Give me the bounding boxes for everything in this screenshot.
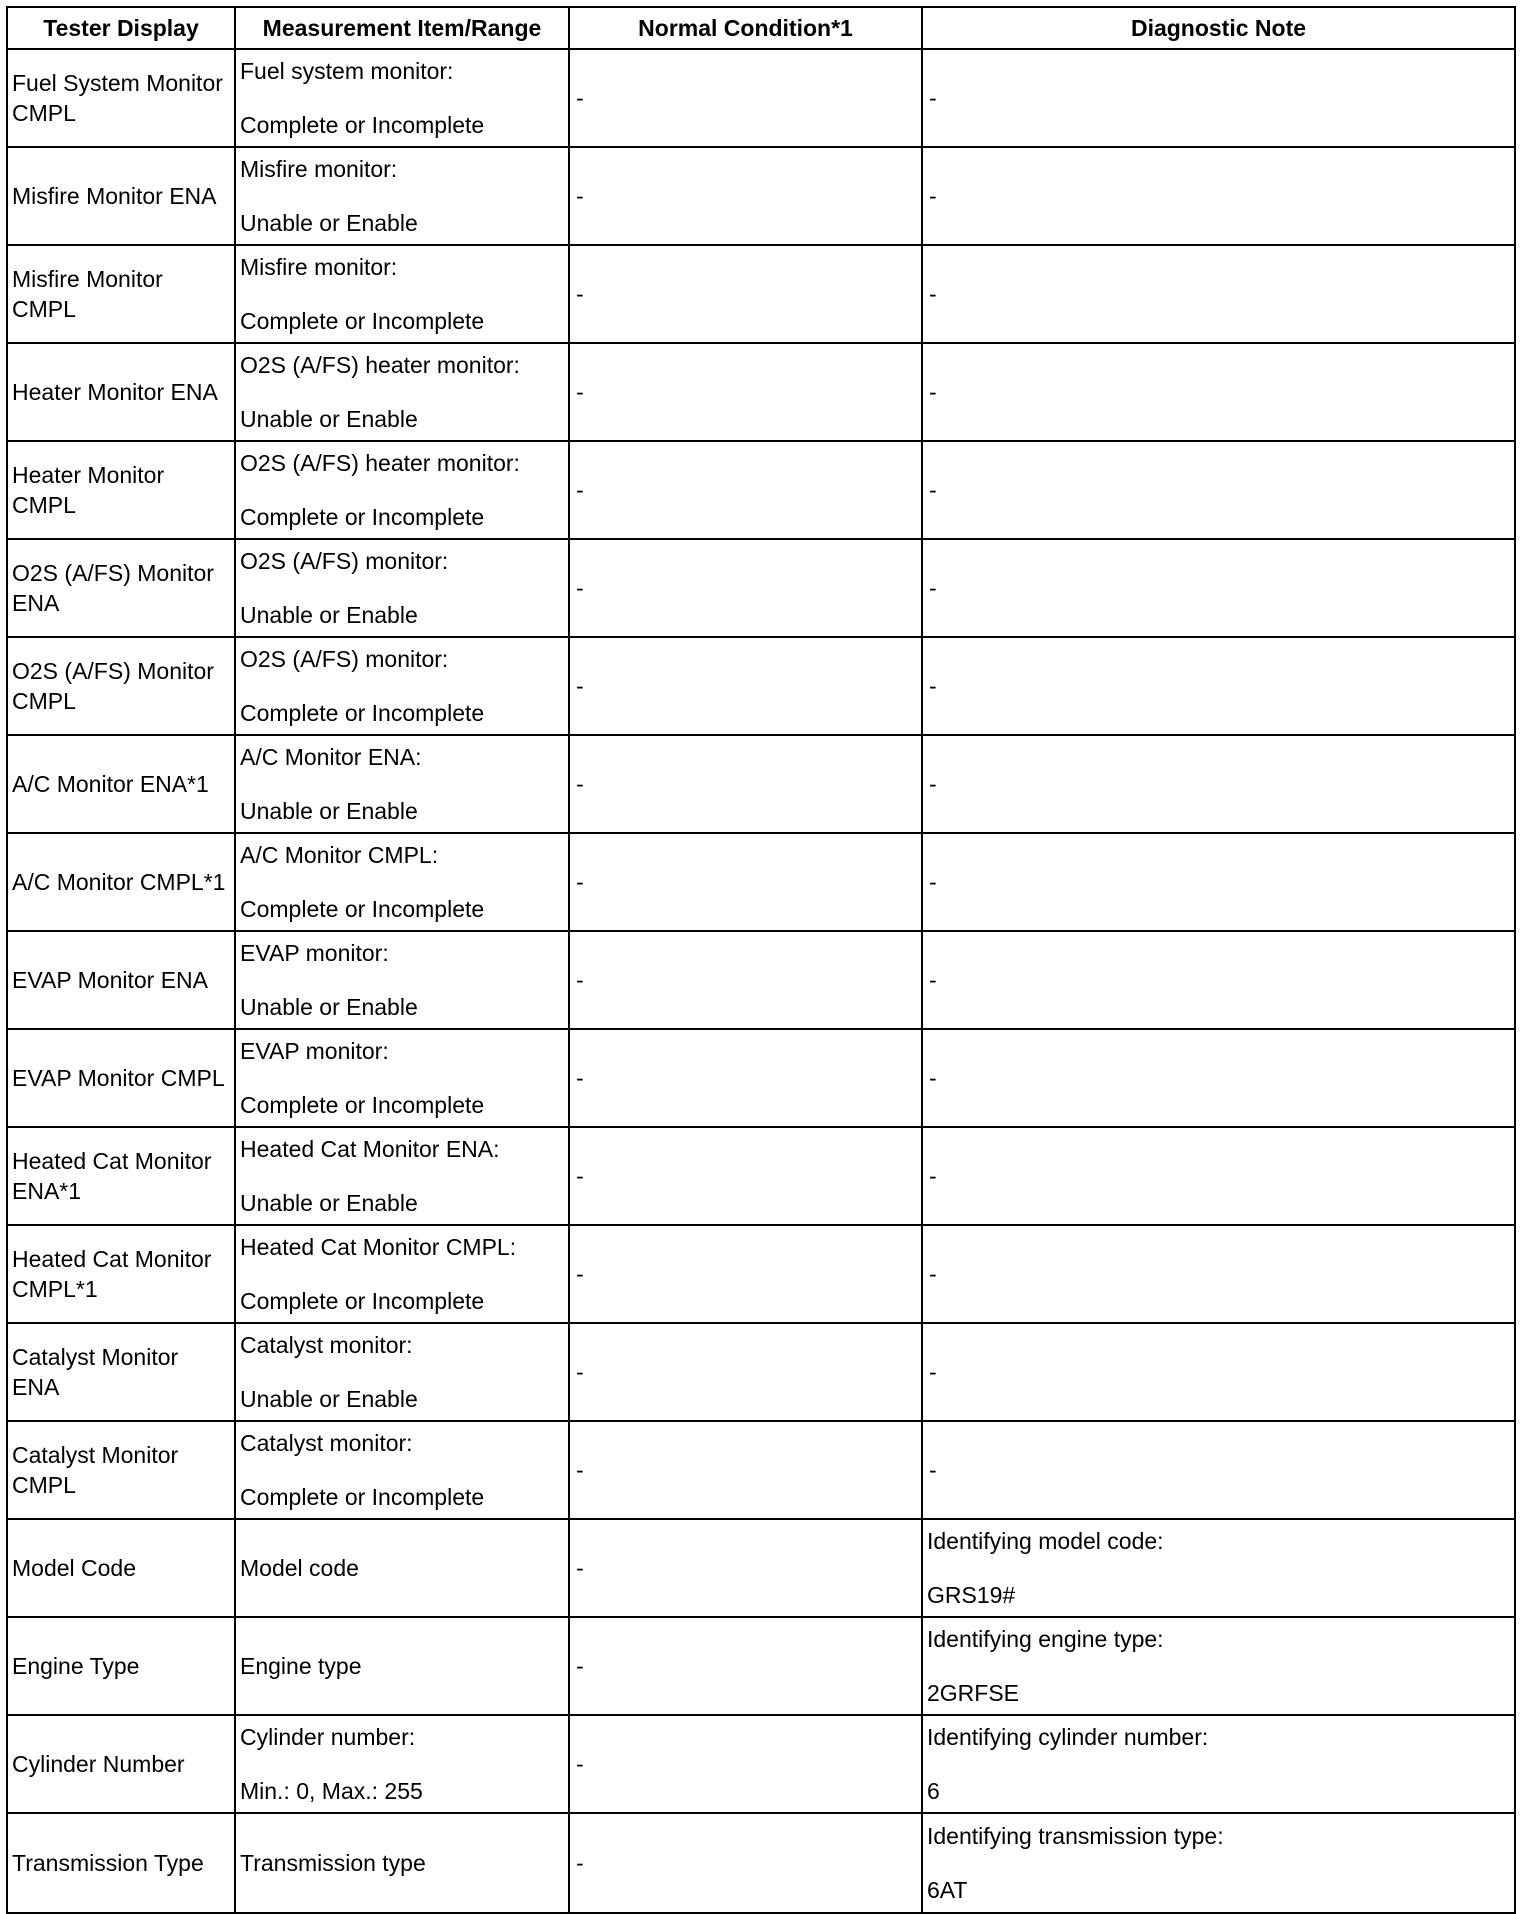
normal-condition-cell (569, 637, 922, 735)
measurement-item-cell (235, 245, 569, 343)
tester-display-cell (7, 1813, 235, 1913)
measurement-item-cell (235, 1715, 569, 1813)
measurement-item-text: Heated Cat Monitor ENA: (240, 1136, 500, 1162)
normal-condition-text: - (576, 1261, 584, 1287)
diagnostic-note-text: - (929, 771, 937, 797)
measurement-item-text: Catalyst monitor: (240, 1332, 413, 1358)
measurement-item-text: O2S (A/FS) monitor: (240, 548, 449, 574)
measurement-item-cell (235, 441, 569, 539)
diagnostic-note-text: - (929, 575, 937, 601)
measurement-range-text: Unable or Enable (240, 798, 418, 824)
diagnostic-note-text: - (929, 967, 937, 993)
measurement-item-text: Fuel system monitor: (240, 58, 454, 84)
table-row (7, 1421, 1515, 1519)
measurement-item-text: Catalyst monitor: (240, 1430, 413, 1456)
measurement-range-text: Complete or Incomplete (240, 896, 485, 922)
measurement-item-cell (235, 931, 569, 1029)
measurement-item-text: Engine type (240, 1653, 362, 1679)
diagnostic-note-text: - (929, 869, 937, 895)
diagnostic-note-cell (922, 931, 1515, 1029)
normal-condition-cell (569, 49, 922, 147)
diagnostic-note-cell (922, 147, 1515, 245)
diagnostic-note-text: - (929, 85, 937, 111)
normal-condition-text: - (576, 1065, 584, 1091)
measurement-item-text: Misfire monitor: (240, 254, 398, 280)
measurement-item-cell (235, 49, 569, 147)
tester-display-cell (7, 343, 235, 441)
measurement-item-cell (235, 147, 569, 245)
table-row (7, 1225, 1515, 1323)
measurement-item-cell (235, 833, 569, 931)
table-row (7, 441, 1515, 539)
diagnostic-note-text: - (929, 281, 937, 307)
tester-display-text: Model Code (12, 1555, 137, 1581)
tester-display-cell (7, 1225, 235, 1323)
diagnostic-note-text: - (929, 379, 937, 405)
normal-condition-cell (569, 441, 922, 539)
table-row (7, 833, 1515, 931)
diagnostic-note-cell (922, 833, 1515, 931)
normal-condition-cell (569, 343, 922, 441)
tester-display-cell (7, 1127, 235, 1225)
measurement-item-text: Misfire monitor: (240, 156, 398, 182)
normal-condition-cell (569, 1323, 922, 1421)
header-tester-display: Tester Display (7, 7, 235, 49)
normal-condition-text: - (576, 869, 584, 895)
tester-display-cell (7, 1715, 235, 1813)
diagnostic-note-cell (922, 735, 1515, 833)
diagnostic-note-cell (922, 441, 1515, 539)
measurement-item-text: Transmission type (240, 1850, 426, 1876)
tester-display-cell (7, 735, 235, 833)
measurement-item-cell (235, 539, 569, 637)
normal-condition-cell (569, 1421, 922, 1519)
measurement-range-text: Unable or Enable (240, 1386, 418, 1412)
diagnostic-note-value: 6 (927, 1778, 940, 1804)
normal-condition-text: - (576, 575, 584, 601)
table-row (7, 343, 1515, 441)
tester-display-cell (7, 1029, 235, 1127)
diagnostic-note-text: Identifying engine type: (927, 1626, 1164, 1652)
table-row (7, 1617, 1515, 1715)
table-row (7, 1715, 1515, 1813)
diagnostic-note-cell (922, 637, 1515, 735)
measurement-item-cell (235, 1519, 569, 1617)
diagnostic-note-cell (922, 539, 1515, 637)
measurement-item-cell (235, 1323, 569, 1421)
diagnostic-note-value: 6AT (927, 1877, 968, 1903)
tester-display-text: Cylinder Number (12, 1751, 185, 1777)
measurement-item-cell (235, 1617, 569, 1715)
normal-condition-cell (569, 931, 922, 1029)
normal-condition-cell (569, 1519, 922, 1617)
diagnostic-note-cell (922, 343, 1515, 441)
tester-display-cell (7, 1323, 235, 1421)
diagnostic-note-cell (922, 1519, 1515, 1617)
measurement-range-text: Complete or Incomplete (240, 1288, 485, 1314)
diagnostic-note-text: Identifying transmission type: (927, 1823, 1224, 1849)
measurement-item-text: Heated Cat Monitor CMPL: (240, 1234, 517, 1260)
tester-display-text: Transmission Type (12, 1850, 204, 1876)
tester-display-text: Misfire Monitor ENA (12, 183, 217, 209)
tester-display-text: Misfire Monitor CMPL (12, 266, 163, 322)
normal-condition-cell (569, 1617, 922, 1715)
measurement-range-text: Unable or Enable (240, 210, 418, 236)
header-measurement-item: Measurement Item/Range (235, 7, 569, 49)
measurement-item-text: O2S (A/FS) heater monitor: (240, 352, 520, 378)
measurement-range-text: Unable or Enable (240, 1190, 418, 1216)
normal-condition-cell (569, 1715, 922, 1813)
normal-condition-cell (569, 1813, 922, 1913)
monitor-data-table (6, 6, 1516, 1914)
tester-display-cell (7, 833, 235, 931)
normal-condition-text: - (576, 1751, 584, 1777)
diagnostic-note-value: 2GRFSE (927, 1680, 1020, 1706)
measurement-item-cell (235, 1029, 569, 1127)
normal-condition-text: - (576, 1359, 584, 1385)
normal-condition-text: - (576, 183, 584, 209)
measurement-item-text: O2S (A/FS) heater monitor: (240, 450, 520, 476)
header-diagnostic-note: Diagnostic Note (922, 7, 1515, 49)
measurement-item-cell (235, 735, 569, 833)
table-row (7, 539, 1515, 637)
tester-display-cell (7, 147, 235, 245)
tester-display-text: Catalyst Monitor CMPL (12, 1442, 179, 1498)
diagnostic-note-cell (922, 1617, 1515, 1715)
diagnostic-note-cell (922, 1127, 1515, 1225)
diagnostic-note-cell (922, 245, 1515, 343)
measurement-item-cell (235, 1421, 569, 1519)
tester-display-text: O2S (A/FS) Monitor CMPL (12, 658, 214, 714)
tester-display-cell (7, 49, 235, 147)
measurement-item-cell (235, 1813, 569, 1913)
measurement-range-text: Unable or Enable (240, 994, 418, 1020)
measurement-item-text: EVAP monitor: (240, 940, 389, 966)
diagnostic-note-cell (922, 1421, 1515, 1519)
table-row (7, 1127, 1515, 1225)
measurement-item-cell (235, 1225, 569, 1323)
tester-display-text: Heated Cat Monitor ENA*1 (12, 1148, 212, 1204)
diagnostic-note-text: - (929, 183, 937, 209)
measurement-range-text: Complete or Incomplete (240, 308, 485, 334)
normal-condition-cell (569, 1127, 922, 1225)
tester-display-cell (7, 539, 235, 637)
normal-condition-text: - (576, 1457, 584, 1483)
tester-display-text: Catalyst Monitor ENA (12, 1344, 179, 1400)
table-row (7, 147, 1515, 245)
normal-condition-text: - (576, 673, 584, 699)
tester-display-text: Heater Monitor CMPL (12, 462, 165, 518)
diagnostic-note-text: - (929, 1359, 937, 1385)
table-row (7, 735, 1515, 833)
normal-condition-text: - (576, 967, 584, 993)
table-header-row (7, 7, 1515, 49)
tester-display-cell (7, 1617, 235, 1715)
diagnostic-note-cell (922, 1029, 1515, 1127)
tester-display-cell (7, 931, 235, 1029)
diagnostic-note-cell (922, 49, 1515, 147)
table-row (7, 637, 1515, 735)
table-body (7, 49, 1515, 1913)
tester-display-cell (7, 1421, 235, 1519)
normal-condition-cell (569, 735, 922, 833)
normal-condition-text: - (576, 1555, 584, 1581)
table-row (7, 1323, 1515, 1421)
normal-condition-text: - (576, 379, 584, 405)
table-row (7, 1519, 1515, 1617)
tester-display-text: A/C Monitor CMPL*1 (12, 869, 226, 895)
table-row (7, 1813, 1515, 1913)
normal-condition-text: - (576, 1653, 584, 1679)
diagnostic-note-text: - (929, 477, 937, 503)
diagnostic-note-cell (922, 1715, 1515, 1813)
normal-condition-cell (569, 1029, 922, 1127)
tester-display-text: Heater Monitor ENA (12, 379, 218, 405)
measurement-item-text: O2S (A/FS) monitor: (240, 646, 449, 672)
diagnostic-note-text: - (929, 1163, 937, 1189)
tester-display-text: Engine Type (12, 1653, 140, 1679)
tester-display-cell (7, 245, 235, 343)
measurement-range-text: Unable or Enable (240, 602, 418, 628)
normal-condition-cell (569, 833, 922, 931)
tester-display-text: EVAP Monitor CMPL (12, 1065, 225, 1091)
measurement-range-text: Complete or Incomplete (240, 504, 485, 530)
tester-display-text: EVAP Monitor ENA (12, 967, 209, 993)
measurement-item-text: Model code (240, 1555, 359, 1581)
tester-display-text: A/C Monitor ENA*1 (12, 771, 209, 797)
normal-condition-text: - (576, 85, 584, 111)
measurement-item-text: A/C Monitor ENA: (240, 744, 422, 770)
normal-condition-text: - (576, 1163, 584, 1189)
diagnostic-note-text: Identifying cylinder number: (927, 1724, 1209, 1750)
measurement-item-text: Cylinder number: (240, 1724, 416, 1750)
measurement-range-text: Complete or Incomplete (240, 700, 485, 726)
measurement-range-text: Unable or Enable (240, 406, 418, 432)
measurement-item-cell (235, 1127, 569, 1225)
diagnostic-note-text: - (929, 1065, 937, 1091)
header-normal-condition: Normal Condition*1 (569, 7, 922, 49)
diagnostic-note-text: - (929, 673, 937, 699)
diagnostic-note-cell (922, 1225, 1515, 1323)
diagnostic-note-cell (922, 1323, 1515, 1421)
tester-display-text: Heated Cat Monitor CMPL*1 (12, 1246, 212, 1302)
diagnostic-note-text: - (929, 1457, 937, 1483)
normal-condition-cell (569, 147, 922, 245)
measurement-item-text: A/C Monitor CMPL: (240, 842, 439, 868)
normal-condition-text: - (576, 477, 584, 503)
table-row (7, 49, 1515, 147)
normal-condition-text: - (576, 771, 584, 797)
measurement-item-cell (235, 637, 569, 735)
diagnostic-note-text: Identifying model code: (927, 1528, 1164, 1554)
normal-condition-cell (569, 1225, 922, 1323)
measurement-item-text: EVAP monitor: (240, 1038, 389, 1064)
normal-condition-text: - (576, 281, 584, 307)
normal-condition-text: - (576, 1850, 584, 1876)
table-row (7, 1029, 1515, 1127)
tester-display-cell (7, 1519, 235, 1617)
tester-display-cell (7, 441, 235, 539)
measurement-item-cell (235, 343, 569, 441)
measurement-range-text: Complete or Incomplete (240, 1092, 485, 1118)
table-row (7, 931, 1515, 1029)
table-row (7, 245, 1515, 343)
measurement-range-text: Complete or Incomplete (240, 1484, 485, 1510)
normal-condition-cell (569, 539, 922, 637)
diagnostic-note-cell (922, 1813, 1515, 1913)
diagnostic-note-value: GRS19# (927, 1582, 1016, 1608)
normal-condition-cell (569, 245, 922, 343)
measurement-range-text: Complete or Incomplete (240, 112, 485, 138)
tester-display-text: O2S (A/FS) Monitor ENA (12, 560, 214, 616)
diagnostic-note-text: - (929, 1261, 937, 1287)
measurement-range-text: Min.: 0, Max.: 255 (240, 1778, 423, 1804)
tester-display-text: Fuel System Monitor CMPL (12, 70, 223, 126)
tester-display-cell (7, 637, 235, 735)
